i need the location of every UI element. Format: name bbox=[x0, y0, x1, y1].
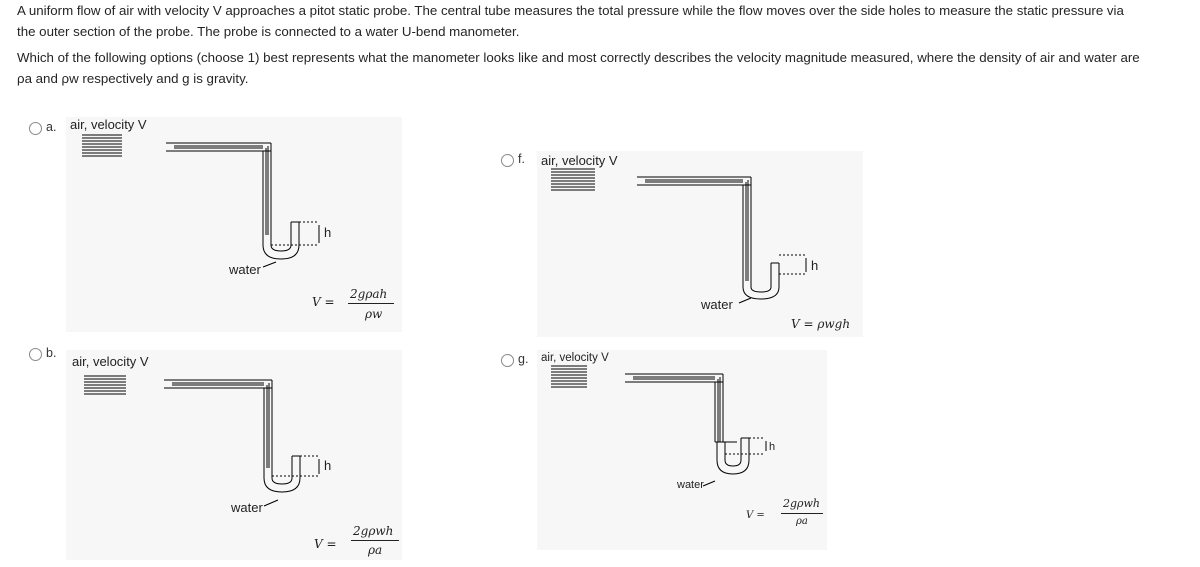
flow-label-a: air, velocity V bbox=[70, 117, 147, 132]
option-a-radio[interactable] bbox=[29, 122, 42, 135]
formula-den-g: ρa bbox=[796, 516, 808, 527]
formula-num-a: 2gρah bbox=[350, 287, 388, 301]
option-a-diagram[interactable] bbox=[66, 117, 402, 332]
option-a-letter: a. bbox=[46, 120, 57, 134]
question-text-2: the outer section of the probe. The probe is connected to a water U-bend manometer. bbox=[17, 24, 520, 39]
formula-num-b: 2gρwh bbox=[353, 524, 394, 538]
flow-label-f: air, velocity V bbox=[541, 153, 618, 168]
option-f-letter: f. bbox=[518, 152, 525, 166]
question-text-3: Which of the following options (choose 1) best represents what the manometer looks like and most correctly describes the velocity magnitude measured, where the density of air and water are bbox=[17, 50, 1140, 65]
height-label-f: h bbox=[811, 258, 819, 273]
formula-den-a: ρw bbox=[365, 307, 383, 321]
option-g-radio[interactable] bbox=[501, 354, 514, 367]
flow-label-b: air, velocity V bbox=[72, 354, 149, 369]
formula-lhs-a: V = bbox=[312, 295, 335, 309]
formula-f: V = ρwgh bbox=[791, 317, 851, 331]
formula-den-b: ρa bbox=[368, 543, 383, 557]
pitot-diagram-g bbox=[537, 350, 827, 550]
fluid-label-g: water bbox=[677, 479, 704, 491]
option-f-diagram[interactable] bbox=[537, 151, 863, 337]
flow-lines-icon bbox=[551, 169, 595, 190]
option-f-radio[interactable] bbox=[501, 154, 514, 167]
fraction-bar-b bbox=[351, 540, 399, 541]
fluid-label-f: water bbox=[701, 297, 733, 312]
question-text-4: ρa and ρw respectively and g is gravity. bbox=[17, 71, 249, 86]
fraction-bar-a bbox=[348, 303, 394, 304]
flow-lines-icon bbox=[82, 135, 122, 156]
option-g-letter: g. bbox=[518, 352, 529, 366]
height-label-a: h bbox=[324, 225, 332, 240]
fluid-label-a: water bbox=[229, 262, 261, 277]
question-text-1: A uniform flow of air with velocity V approaches a pitot static probe. The central tube measures the total pressure while the flow moves over the side holes to measure the static pressure via bbox=[17, 3, 1124, 18]
formula-num-g: 2gρwh bbox=[783, 497, 821, 510]
option-b-diagram[interactable] bbox=[66, 350, 402, 560]
fluid-label-b: water bbox=[231, 500, 263, 515]
fraction-bar-g bbox=[781, 513, 823, 514]
formula-lhs-b: V = bbox=[314, 537, 337, 551]
pitot-diagram-b bbox=[66, 350, 402, 560]
option-b-letter: b. bbox=[46, 346, 57, 360]
height-label-b: h bbox=[324, 458, 332, 473]
pitot-diagram-f bbox=[537, 151, 863, 337]
flow-label-g: air, velocity V bbox=[541, 352, 609, 364]
height-label-g: h bbox=[769, 441, 776, 453]
flow-lines-icon bbox=[84, 376, 126, 394]
option-g-diagram[interactable] bbox=[537, 350, 827, 550]
option-b-radio[interactable] bbox=[29, 348, 42, 361]
flow-lines-icon bbox=[551, 366, 587, 387]
formula-lhs-g: V = bbox=[746, 510, 765, 521]
